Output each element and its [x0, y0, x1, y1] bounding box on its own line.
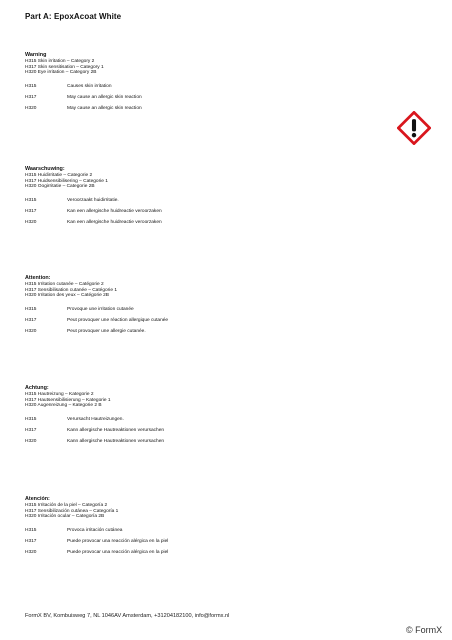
statement-code: H315	[25, 306, 37, 312]
classification-line: H317 Hautsensibilisierung – Kategorie 1	[25, 397, 111, 403]
hazard-statement	[25, 198, 385, 204]
ghs07-exclamation-mark-icon	[397, 111, 431, 145]
statement-text: Verursacht Hautreizungen.	[67, 416, 124, 422]
statement-code: H315	[25, 527, 37, 533]
brand-copyright: © FormX	[406, 625, 443, 635]
hazard-statement	[25, 318, 385, 324]
statement-text: May cause an allergic skin reaction	[67, 94, 142, 100]
statement-code: H320	[25, 220, 37, 226]
section-heading: Attention:	[25, 275, 51, 281]
hazard-statements	[25, 528, 385, 556]
classification-line: H320 Oogirritatie – Categorie 2B	[25, 184, 95, 190]
hazard-statement	[25, 209, 385, 215]
section-warning-de	[25, 385, 385, 450]
hazard-statement	[25, 329, 385, 335]
classification-line: H317 Sensibilisation cutanée – Catégorie 1	[25, 287, 118, 293]
section-warning-fr	[25, 275, 385, 340]
statement-text: Kann allergische Hautreaktionen verursachen	[67, 427, 165, 433]
hazard-statement	[25, 439, 385, 445]
classification-line: H315 Skin irritation – Category 2	[25, 59, 95, 64]
statement-text: Puede provocar una reacción alérgica en la piel	[67, 550, 169, 556]
page-title: Part A: EpoxAcoat White	[25, 12, 122, 21]
hazard-statement	[25, 220, 385, 226]
statement-text: Veroorzaakt huidirritatie.	[67, 197, 119, 203]
statement-code: H317	[25, 94, 37, 100]
statement-code: H315	[25, 416, 37, 422]
statement-code: H315	[25, 83, 37, 89]
statement-code: H320	[25, 106, 37, 112]
hazard-statements	[25, 417, 385, 445]
statement-text: Puede provocar una reacción alérgica en la piel	[67, 538, 169, 544]
classification-line: H320 Augenreizung – Kategorie 2 B	[25, 403, 102, 409]
statement-code: H315	[25, 197, 37, 203]
hazard-statement	[25, 106, 385, 112]
statement-text: Provoque une irritation cutanée	[67, 306, 134, 312]
statement-code: H317	[25, 427, 37, 433]
section-heading: Achtung:	[25, 385, 49, 391]
classification-line: H315 Hautreizung – Kategorie 2	[25, 392, 94, 397]
classification-line: H317 Sensibilización cutánea – Categoría 1	[25, 508, 119, 514]
classification-line: H320 Irritación ocular – Categoría 2B	[25, 514, 105, 520]
hazard-statement	[25, 84, 385, 90]
classification-line: H315 Irritación de la piel – Categoría 2	[25, 503, 108, 508]
classification-line: H317 Skin sensitisation – Category 1	[25, 64, 104, 70]
statement-code: H320	[25, 439, 37, 445]
hazard-statement	[25, 528, 385, 534]
section-warning-es	[25, 496, 385, 561]
hazard-statements	[25, 307, 385, 335]
hazard-statement	[25, 417, 385, 423]
hazard-statement	[25, 95, 385, 101]
section-heading: Waarschuwing:	[25, 166, 65, 172]
statement-text: Kann allergische Hautreaktionen verursachen	[67, 439, 165, 445]
statement-code: H317	[25, 538, 37, 544]
statement-code: H317	[25, 208, 37, 214]
statement-text: Provoca irritación cutánea	[67, 527, 123, 533]
statement-code: H320	[25, 329, 37, 335]
classification-line: H320 Irritation des yeux – Catégorie 2B	[25, 293, 109, 299]
section-warning-nl	[25, 166, 385, 231]
hazard-statement	[25, 428, 385, 434]
statement-text: Causes skin irritation	[67, 83, 112, 89]
exclamation-bar	[412, 119, 416, 131]
classification-line: H320 Eye irritation – Category 2B	[25, 70, 97, 76]
statement-text: Kan een allergische huidreactie veroorzaken	[67, 208, 162, 214]
statement-code: H320	[25, 550, 37, 556]
classification-line: H317 Huidsensibilisering – Categorie 1	[25, 178, 108, 184]
hazard-statements	[25, 84, 385, 112]
classification-line: H315 Huidirritatie – Categorie 2	[25, 173, 93, 178]
exclamation-dot	[412, 133, 416, 137]
hazard-statement	[25, 307, 385, 313]
hazard-statement	[25, 539, 385, 545]
footer-address: FormX BV, Kombuisweg 7, NL 1046AV Amsterdam, +31204182100, info@formx.nl	[25, 613, 230, 619]
hazard-statements	[25, 198, 385, 226]
statement-text: Peut provoquer une allergie cutanée.	[67, 329, 146, 335]
statement-text: Peut provoquer une réaction allergique cutanée	[67, 317, 169, 323]
hazard-statement	[25, 550, 385, 556]
section-heading: Warning	[25, 52, 47, 58]
statement-text: Kan een allergische huidreactie veroorzaken	[67, 220, 162, 226]
section-heading: Atención:	[25, 496, 50, 502]
section-warning-en	[25, 52, 385, 117]
statement-code: H317	[25, 317, 37, 323]
statement-text: May cause an allergic skin reaction	[67, 106, 142, 112]
classification-line: H315 Irritation cutanée – Catégorie 2	[25, 282, 104, 287]
